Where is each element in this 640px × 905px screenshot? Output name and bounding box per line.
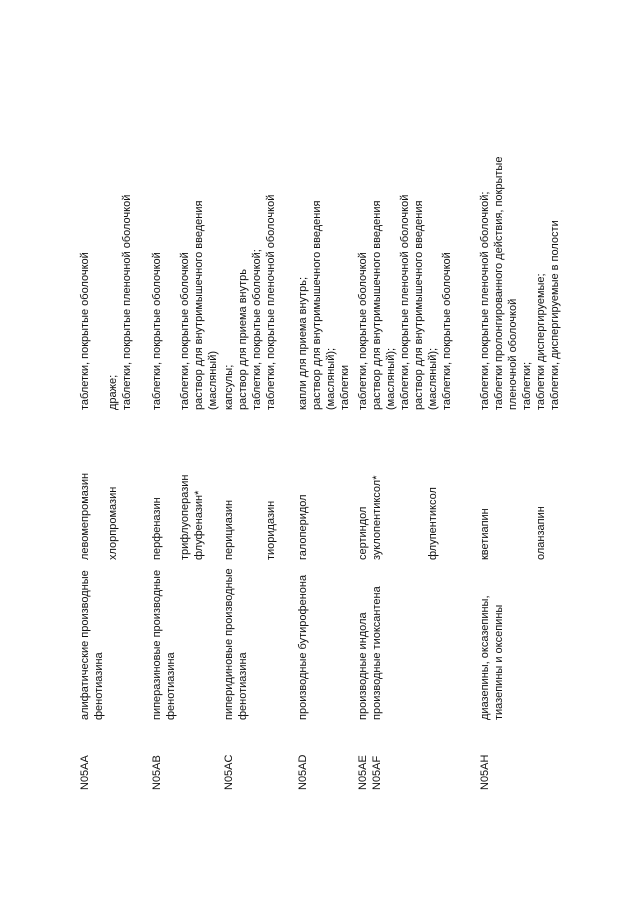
drug-item: тиоридазин <box>265 500 277 560</box>
drug-item: оланзапин <box>535 506 547 560</box>
drug-name <box>78 410 92 560</box>
drug-item: левомепромазин <box>79 472 91 560</box>
drug-item: трифлуоперазин <box>179 474 191 560</box>
atc-code-item: N05AF <box>371 755 383 790</box>
drug-item: хлорпромазин <box>107 486 119 560</box>
drug-item: флупентиксол <box>427 487 439 560</box>
dosage-form <box>150 140 164 410</box>
dosage-form <box>222 140 278 410</box>
form-item: таблетки, покрытые пленочной оболочкой; <box>479 191 491 410</box>
form-item: драже; <box>107 374 119 410</box>
dosage-form <box>106 140 134 410</box>
dosage-form <box>296 140 352 410</box>
atc-code: N05AA <box>79 755 91 790</box>
drug-name <box>222 410 278 560</box>
drug-name <box>356 410 440 560</box>
atc-code: N05AB <box>151 755 163 790</box>
atc-code-item: N05AE <box>357 755 369 790</box>
group-name: производные бутирофенона <box>297 574 309 720</box>
form-item: таблетки, покрытые оболочкой <box>79 252 91 410</box>
form-item: раствор для внутримышечного введения (масляный) <box>193 200 219 410</box>
form-item: таблетки, покрытые оболочкой <box>179 252 191 410</box>
form-item: раствор для внутримышечного введения (масляный); <box>413 200 439 410</box>
form-item: таблетки, покрытые оболочкой <box>441 252 453 410</box>
group-item: производные тиоксантена <box>371 586 383 720</box>
form-item: таблетки, покрытые пленочной оболочкой <box>121 194 133 410</box>
form-item: таблетки, покрытые пленочной оболочкой <box>399 194 411 410</box>
form-item: таблетки; <box>521 361 533 410</box>
drug-item: галоперидол <box>297 494 309 560</box>
drug-item: перициазин <box>223 499 235 560</box>
form-item: раствор для внутримышечного введения (масляный); <box>371 200 397 410</box>
drug-item: флуфеназин* <box>193 490 205 560</box>
form-item: капли для приема внутрь; <box>297 276 309 410</box>
group-name <box>356 560 384 720</box>
group-name: пиперазиновые производные фенотиазина <box>151 569 177 720</box>
atc-code: N05AD <box>297 754 309 790</box>
form-item: таблетки <box>339 364 351 410</box>
form-item: капсулы; <box>223 364 235 410</box>
drug-name <box>150 410 164 560</box>
form-item: раствор для приема внутрь <box>237 268 249 410</box>
form-item: таблетки диспергируемые; <box>535 273 547 410</box>
atc-code: N05AH <box>479 754 491 790</box>
drug-item: кветиапин <box>479 508 491 560</box>
drug-name <box>106 410 120 560</box>
drug-name <box>178 410 206 560</box>
dosage-form <box>356 140 454 410</box>
drug-item: сертиндол <box>357 506 369 560</box>
dosage-form <box>178 140 220 410</box>
group-item: производные индола <box>357 612 369 720</box>
form-item: таблетки, покрытые оболочкой; <box>251 249 263 410</box>
form-item: таблетки, диспергируемые в полости <box>549 220 561 410</box>
drug-name <box>296 410 310 560</box>
form-item: таблетки, покрытые оболочкой <box>151 252 163 410</box>
group-name: алифатические производные фенотиазина <box>79 570 105 720</box>
form-item: таблетки, покрытые оболочкой <box>357 252 369 410</box>
form-item: таблетки, покрытые пленочной оболочкой <box>265 194 277 410</box>
dosage-form <box>78 140 92 410</box>
drug-name <box>478 410 548 560</box>
form-item: таблетки пролонгированного действия, покрытые пленочной оболочкой <box>493 156 519 410</box>
group-name: диазепины, оксазепины, тиазепины и оксепины <box>479 595 505 720</box>
group-name: пиперидиновые производные фенотиазина <box>223 568 249 720</box>
atc-code <box>356 720 384 790</box>
drug-item: зуклопентиксол* <box>371 475 383 560</box>
atc-code: N05AC <box>223 754 235 790</box>
dosage-form <box>478 140 562 410</box>
drug-item: перфеназин <box>151 497 163 560</box>
form-item: раствор для внутримышечного введения (масляный); <box>311 200 337 410</box>
